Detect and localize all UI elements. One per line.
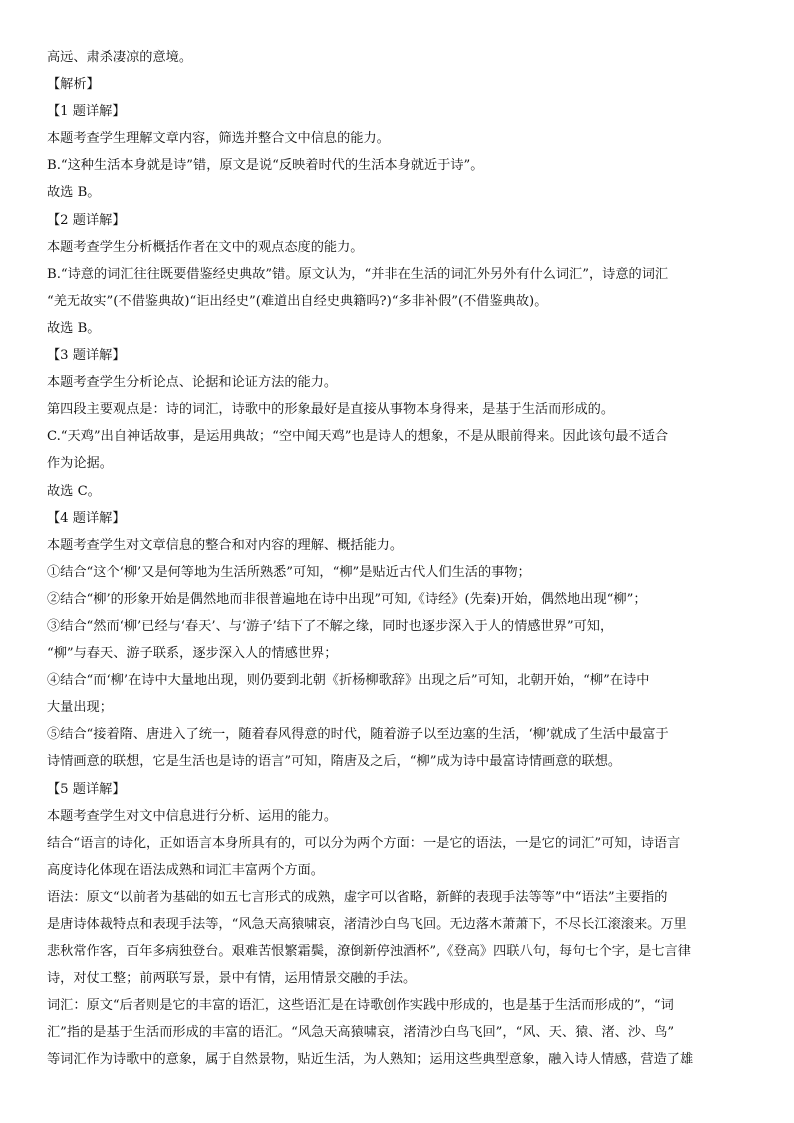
text-line: 本题考查学生分析论点、论据和论证方法的能力。 bbox=[47, 375, 338, 391]
text-line: 词汇：原文“后者则是它的丰富的语汇，这些语汇是在诗歌创作实践中形成的，也是基于生活而形成的”，“词 bbox=[47, 998, 674, 1014]
text-line: 本题考查学生分析概括作者在文中的观点态度的能力。 bbox=[47, 239, 364, 255]
text-line: 高远、肃杀凄凉的意境。 bbox=[47, 50, 193, 65]
question-heading: 【5 题详解】 bbox=[47, 781, 126, 797]
answer-line: 故选 C。 bbox=[47, 483, 101, 499]
text-line: 高度诗化体现在语法成熟和词汇丰富两个方面。 bbox=[47, 862, 324, 878]
text-line: 第四段主要观点是：诗的词汇，诗歌中的形象最好是直接从事物本身得来，是基于生活而形成的。 bbox=[47, 402, 615, 418]
text-line: B.“诗意的词汇往往既要借鉴经史典故”错。原文认为，“并非在生活的词汇外另外有什么词汇”，诗意的词汇 bbox=[47, 266, 669, 282]
text-line: “羌无故实”(不借鉴典故)“讵出经史”(难道出自经史典籍吗?)“多非补假”(不借鉴典故)。 bbox=[47, 293, 548, 309]
text-line: ③结合“然而‘柳’已经与‘春天’、与‘游子’结下了不解之缘，同时也逐步深入于人的情感世界”可知， bbox=[47, 618, 614, 634]
text-line: 悲秋常作客，百年多病独登台。艰难苦恨繁霜鬓，潦倒新停浊酒杯”,《登高》四联八句，每句七个字，是七言律 bbox=[47, 944, 691, 960]
text-line: ①结合“这个‘柳’又是何等地为生活所熟悉”可知，“柳”是贴近古代人们生活的事物； bbox=[47, 564, 531, 580]
text-line: ⑤结合“接着隋、唐进入了统一，随着春风得意的时代，随着游子以至边塞的生活，‘柳’就成了生活中最富于 bbox=[47, 727, 669, 743]
answer-line: 故选 B。 bbox=[47, 320, 101, 336]
text-line: 本题考查学生对文中信息进行分析、运用的能力。 bbox=[47, 808, 338, 824]
text-line: 汇”指的是基于生活而形成的丰富的语汇。“风急天高猿啸哀，渚清沙白鸟飞回”，“风、天、猿、渚、沙、鸟” bbox=[47, 1025, 675, 1041]
text-line: 大量出现； bbox=[47, 700, 113, 716]
question-heading: 【3 题详解】 bbox=[47, 348, 126, 364]
question-heading: 【4 题详解】 bbox=[47, 510, 126, 526]
text-line: B.“这种生活本身就是诗”错，原文是说“反映着时代的生活本身就近于诗”。 bbox=[47, 158, 484, 174]
text-line: ②结合“柳’的形象开始是偶然地而非很普遍地在诗中出现”可知,《诗经》(先秦)开始，偶然地出现“柳”； bbox=[47, 591, 647, 607]
section-heading: 【解析】 bbox=[47, 77, 100, 93]
text-line: 是唐诗体裁特点和表现手法等，“风急天高猿啸哀，渚清沙白鸟飞回。无边落木萧萧下，不尽长江滚滚来。万里 bbox=[47, 917, 687, 932]
text-line: “柳”与春天、游子联系，逐步深入人的情感世界； bbox=[47, 646, 338, 662]
text-line: 作为论据。 bbox=[47, 456, 113, 472]
text-line: 诗，对仗工整；前两联写景，景中有情，运用情景交融的手法。 bbox=[47, 971, 417, 987]
text-line: C.“天鸡”出自神话故事，是运用典故；“空中闻天鸡”也是诗人的想象，不是从眼前得来。因此该句最不适合 bbox=[47, 429, 669, 445]
text-line: 结合“语言的诗化，正如语言本身所具有的，可以分为两个方面：一是它的语法，一是它的词汇”可知，诗语言 bbox=[47, 835, 681, 851]
question-heading: 【2 题详解】 bbox=[47, 212, 126, 228]
text-line: 本题考查学生对文章信息的整合和对内容的理解、概括能力。 bbox=[47, 537, 404, 553]
answer-line: 故选 B。 bbox=[47, 185, 101, 201]
text-line: 等词汇作为诗歌中的意象，属于自然景物，贴近生活，为人熟知；运用这些典型意象，融入诗人情感，营造了雄 bbox=[47, 1052, 694, 1068]
text-line: 诗情画意的联想，它是生活也是诗的语言”可知，隋唐及之后，“柳”成为诗中最富诗情画意的联想。 bbox=[47, 754, 622, 770]
text-line: 语法：原文“以前者为基础的如五七言形式的成熟，虚字可以省略，新鲜的表现手法等等”中“语法”主要指的 bbox=[47, 889, 668, 905]
document-page bbox=[47, 44, 741, 1074]
text-line: 本题考查学生理解文章内容，筛选并整合文中信息的能力。 bbox=[47, 131, 390, 147]
text-line: ④结合“而‘柳’在诗中大量地出现，则仍要到北朝《折杨柳歌辞》出现之后”可知，北朝开始，“柳”在诗中 bbox=[47, 673, 650, 689]
question-heading: 【1 题详解】 bbox=[47, 104, 126, 120]
